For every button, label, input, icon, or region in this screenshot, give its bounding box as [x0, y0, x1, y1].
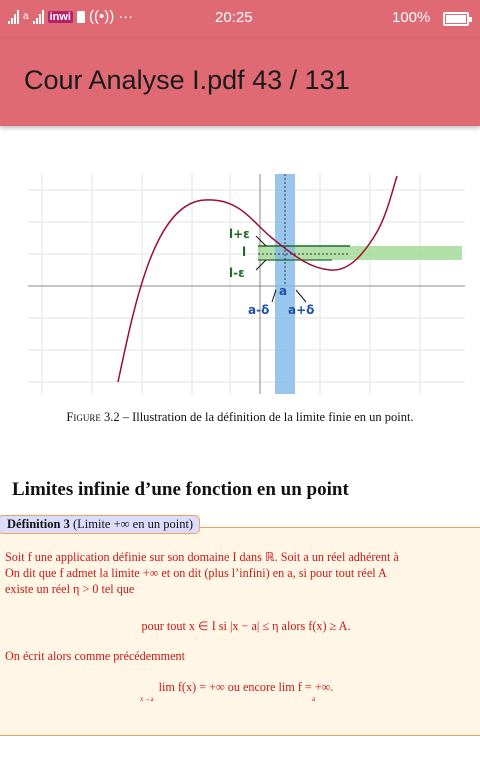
- section-title: Limites infinie d’une fonction en un point: [12, 479, 349, 500]
- definition-subtitle: (Limite +∞ en un point): [69, 517, 194, 531]
- carrier-badge: inwi: [49, 10, 71, 23]
- clock: 20:25: [215, 9, 253, 26]
- label-a-plus-delta: a+δ: [288, 303, 315, 317]
- label-l-plus-epsilon: l+ε: [229, 227, 250, 241]
- status-icons: [8, 8, 133, 25]
- figure-caption: [0, 410, 480, 425]
- definition-formula-2: lim f(x) = +∞ ou encore lim f = +∞.: [158, 680, 334, 694]
- function-curve: [118, 176, 397, 382]
- battery-percent: 100%: [392, 9, 431, 26]
- sim-card-icon: [77, 11, 85, 23]
- battery-icon: [443, 12, 469, 26]
- sim-label: a: [23, 11, 29, 22]
- definition-box: [0, 517, 480, 736]
- label-l-minus-epsilon: l-ε: [229, 266, 245, 280]
- caption-text: 3.2 – Illustration de la définition de la limite finie en un point.: [100, 410, 414, 424]
- signal-icon-2: [33, 10, 44, 24]
- signal-icon: [8, 10, 19, 24]
- label-a-minus-delta: a-δ: [248, 303, 270, 317]
- definition-formula-1: pour tout x ∈ I si |x − a| ≤ η alors f(x) ≥ A.: [141, 619, 351, 633]
- definition-number: Définition 3: [7, 517, 70, 531]
- label-a: a: [279, 284, 288, 298]
- limit-illustration-figure: [20, 172, 470, 396]
- section-heading: [0, 479, 349, 501]
- lim-subscript-2: a: [312, 695, 316, 703]
- definition-tag: [0, 515, 200, 534]
- definition-line-2: On dit que f admet la limite +∞ et on dit (plus l’infini) en a, si pour tout réel A: [5, 566, 387, 580]
- definition-line-3: existe un réel η > 0 tel que: [5, 582, 135, 596]
- section-number: [0, 479, 12, 501]
- app-bar: [0, 38, 480, 126]
- grid: [28, 174, 465, 394]
- status-bar: [0, 0, 480, 38]
- definition-line-4: On écrit alors comme précédemment: [5, 649, 186, 663]
- hotspot-icon: ((•)): [88, 8, 115, 25]
- axes: [28, 174, 465, 394]
- more-icon: ···: [118, 8, 134, 25]
- lim-subscript-1: x→a: [140, 695, 154, 703]
- label-l: l: [242, 245, 247, 259]
- definition-line-1: Soit f une application définie sur son domaine I dans ℝ. Soit a un réel adhérent à: [5, 550, 399, 564]
- caption-prefix: Figure: [66, 410, 101, 424]
- document-title: Cour Analyse I.pdf 43 / 131: [24, 65, 350, 95]
